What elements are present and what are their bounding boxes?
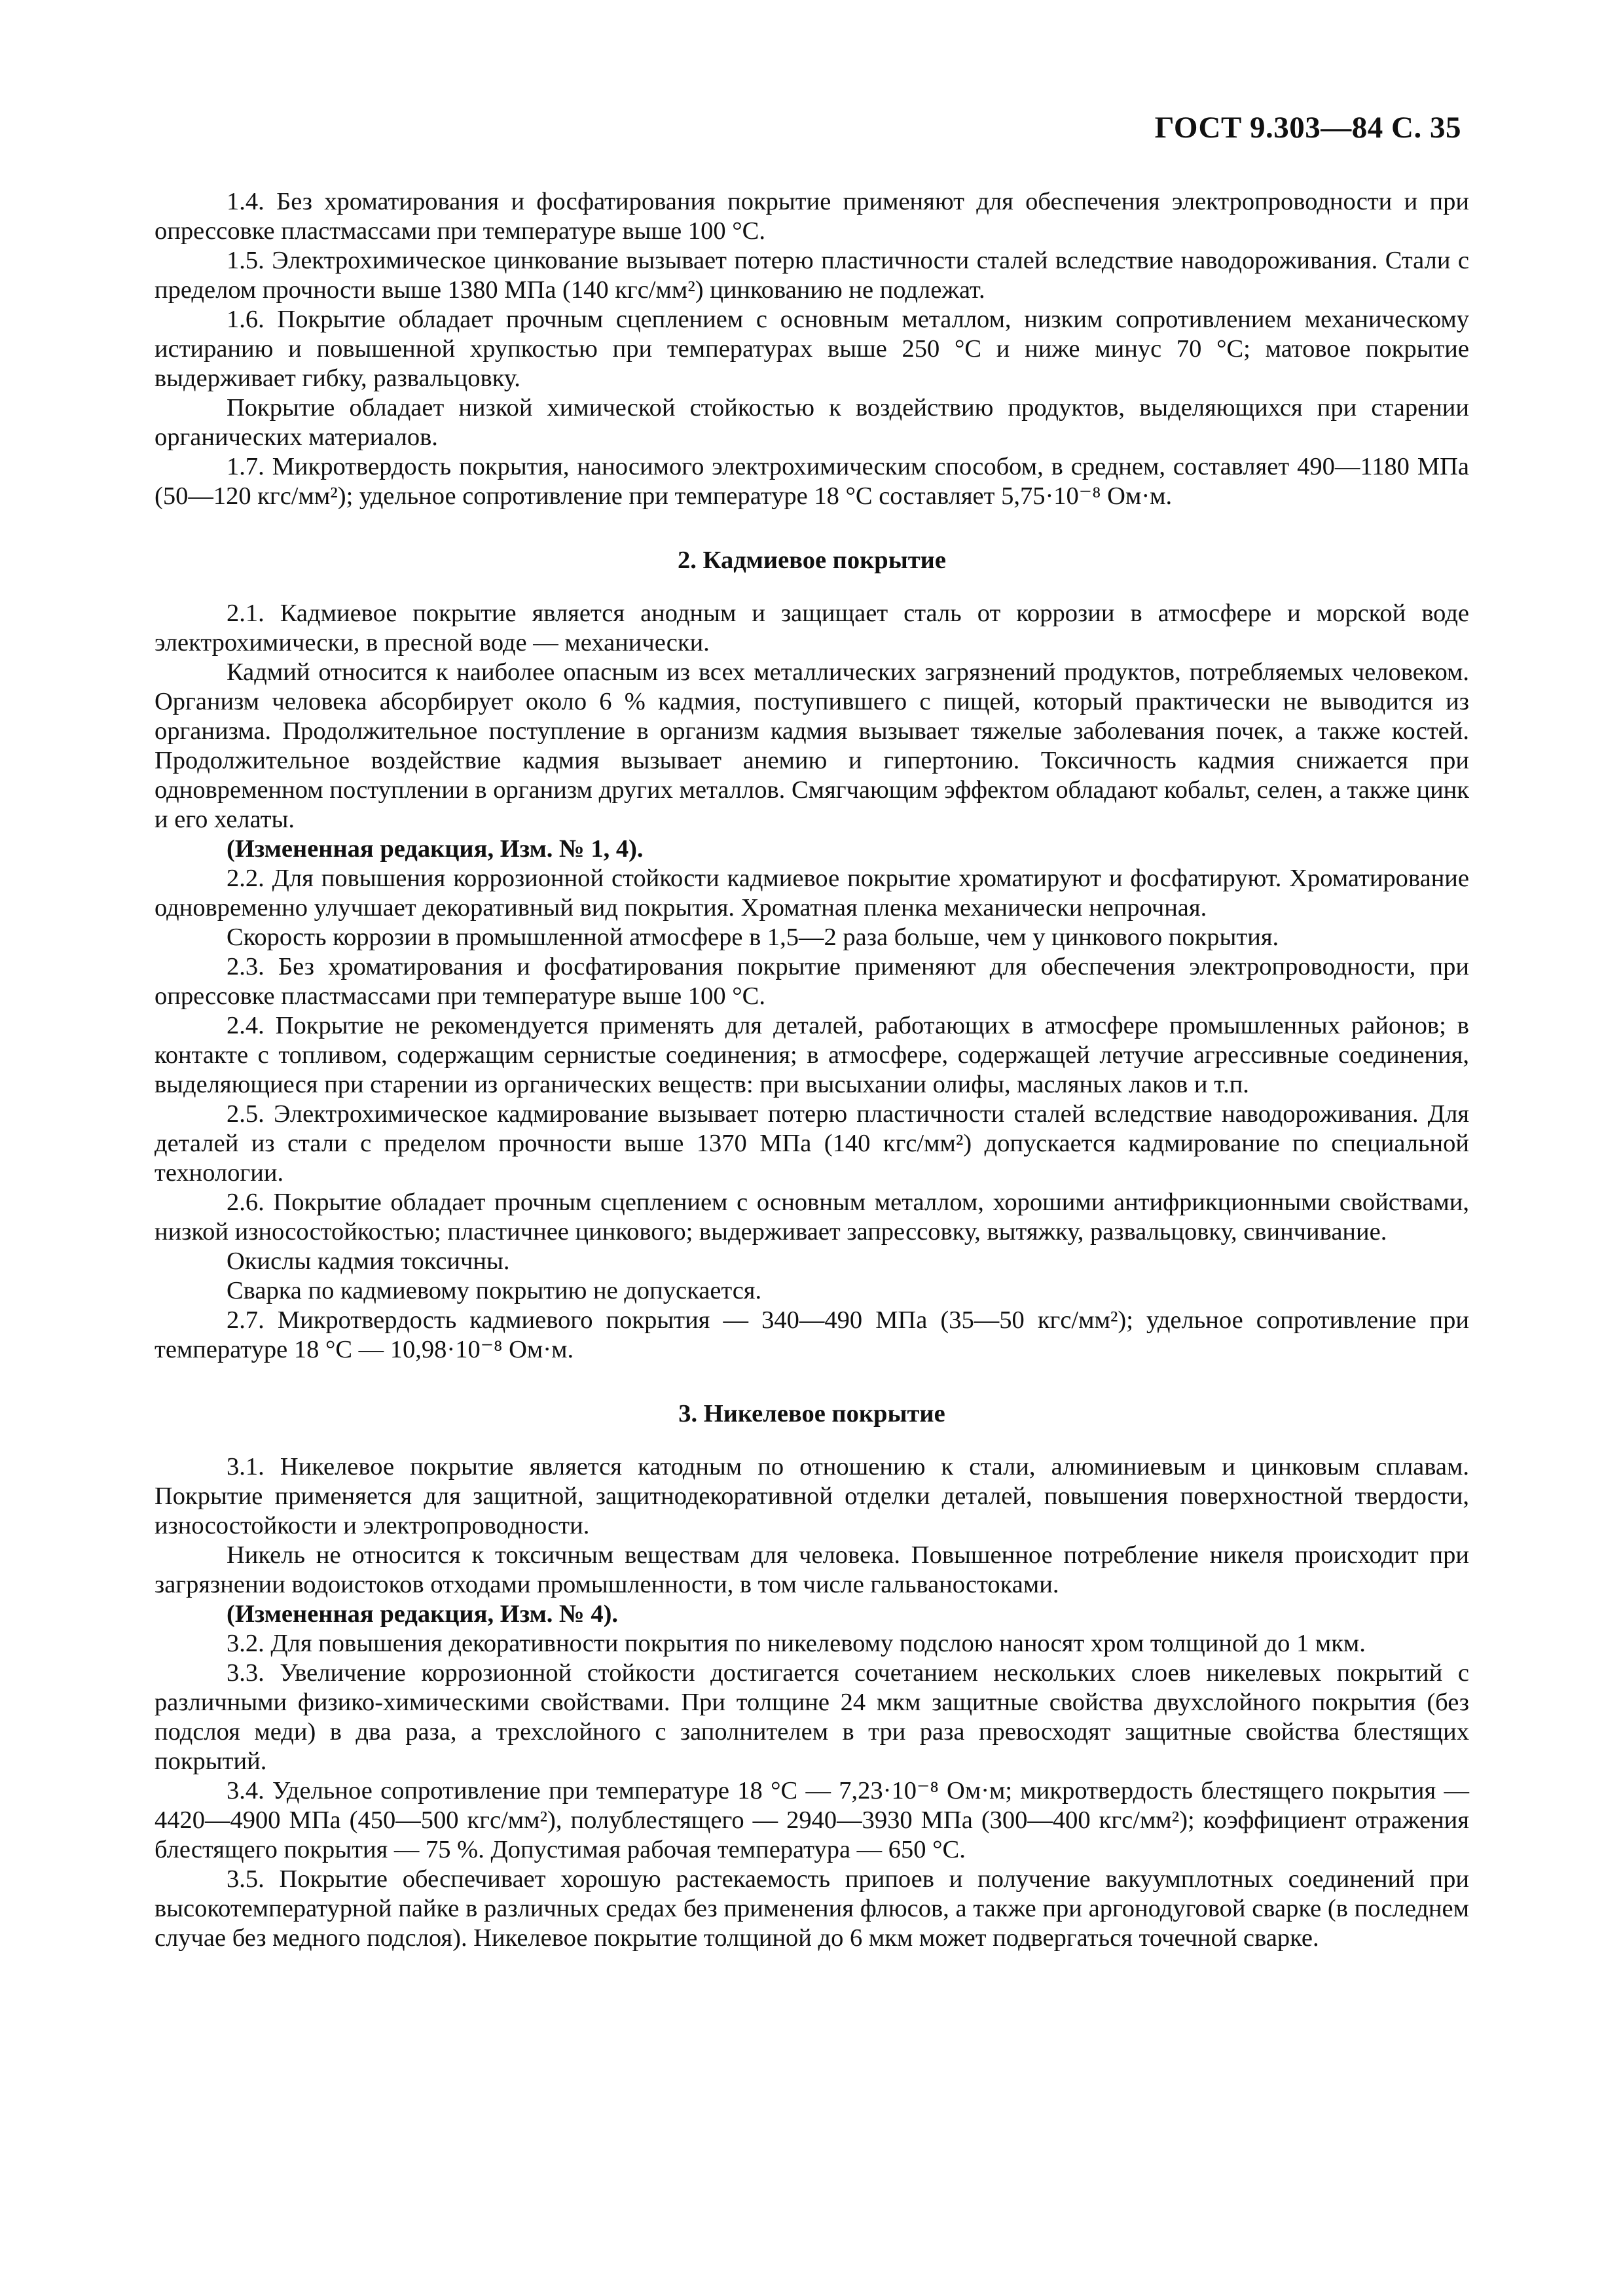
amendment-note: (Измененная редакция, Изм. № 1, 4). [227, 835, 644, 863]
paragraph-2-6-welding: Сварка по кадмиевому покрытию не допускается. [227, 1277, 762, 1304]
paragraph-2-4: 2.4. Покрытие не рекомендуется применять для деталей, работающих в атмосфере промышленных районов; в контакте с топливом, содержащим сернистые соединения; в атмосфере, содержащей летучие агрессивные соединения, выделяющиеся при старении из органических веществ: при высыхании олифы, масляных лаков и т.п. [155, 1012, 1469, 1098]
paragraph-2-5: 2.5. Электрохимическое кадмирование вызывает потерю пластичности сталей вследствие наводороживания. Для деталей из стали с пределом прочности выше 1370 МПа (140 кгс/мм²) допускается кадмирование по специальной технологии. [155, 1100, 1469, 1187]
page-header: ГОСТ 9.303—84 С. 35 [1154, 111, 1461, 145]
paragraph-1-7: 1.7. Микротвердость покрытия, наносимого электрохимическим способом, в среднем, составляет 490—1180 МПа (50—120 кгс/мм²); удельное сопротивление при температуре 18 °С составляет 5,75·10⁻⁸ Ом·м. [155, 453, 1469, 510]
paragraph-2-6: 2.6. Покрытие обладает прочным сцеплением с основным металлом, хорошими антифрикционными свойствами, низкой износостойкостью; пластичнее цинкового; выдерживает запрессовку, вытяжку, развальцовку, свинчивание. [155, 1189, 1469, 1246]
paragraph-2-1: 2.1. Кадмиевое покрытие является анодным и защищает сталь от коррозии в атмосфере и морской воде электрохимически, в пресной воде — механически. [155, 600, 1469, 656]
section-2-heading: 2. Кадмиевое покрытие [678, 547, 946, 574]
paragraph-2-6-oxides: Окислы кадмия токсичны. [227, 1247, 510, 1275]
paragraph-2-2-corrosion: Скорость коррозии в промышленной атмосфере в 1,5—2 раза больше, чем у цинкового покрытия. [227, 924, 1279, 951]
paragraph-2-2: 2.2. Для повышения коррозионной стойкости кадмиевое покрытие хроматируют и фосфатируют. Хроматирование одновременно улучшает декоративный вид покрытия. Хроматная пленка механически непрочная. [155, 865, 1469, 922]
document-body [155, 187, 1469, 1953]
section-3-heading: 3. Никелевое покрытие [678, 1400, 945, 1427]
amendment-note: (Измененная редакция, Изм. № 4). [227, 1600, 619, 1628]
paragraph-1-6-note: Покрытие обладает низкой химической стойкостью к воздействию продуктов, выделяющихся при старении органических материалов. [155, 394, 1469, 451]
paragraph-3-5: 3.5. Покрытие обеспечивает хорошую растекаемость припоев и получение вакуумплотных соединений при высокотемпературной пайке в различных средах без применения флюсов, а также при аргонодуговой сварке (в последнем случае без медного подслоя). Никелевое покрытие толщиной до 6 мкм может подвергаться точечной сварке. [155, 1865, 1469, 1952]
paragraph-2-3: 2.3. Без хроматирования и фосфатирования покрытие применяют для обеспечения электропроводности, при опрессовке пластмассами при температуре выше 100 °С. [155, 953, 1469, 1010]
paragraph-1-5: 1.5. Электрохимическое цинкование вызывает потерю пластичности сталей вследствие наводороживания. Стали с пределом прочности выше 1380 МПа (140 кгс/мм²) цинкованию не подлежат. [155, 247, 1469, 304]
paragraph-2-1-cadmium: Кадмий относится к наиболее опасным из всех металлических загрязнений продуктов, потребляемых человеком. Организм человека абсорбирует около 6 % кадмия, поступившего с пищей, который практически не выводится из организма. Продолжительное поступление в организм кадмия вызывает тяжелые заболевания почек, а также костей. Продолжительное воздействие кадмия вызывает анемию и гипертонию. Токсичность кадмия снижается при одновременном поступлении в организм других металлов. Смягчающим эффектом обладают кобальт, селен, а также цинк и его хелаты. [155, 658, 1469, 833]
paragraph-1-4: 1.4. Без хроматирования и фосфатирования покрытие применяют для обеспечения электропроводности и при опрессовке пластмассами при температуре выше 100 °С. [155, 188, 1469, 245]
paragraph-2-7: 2.7. Микротвердость кадмиевого покрытия — 340—490 МПа (35—50 кгс/мм²); удельное сопротивление при температуре 18 °С — 10,98·10⁻⁸ Ом·м. [155, 1306, 1469, 1363]
paragraph-3-1: 3.1. Никелевое покрытие является катодным по отношению к стали, алюминиевым и цинковым сплавам. Покрытие применяется для защитной, защитнодекоративной отделки деталей, повышения поверхностной твердости, износостойкости и электропроводности. [155, 1453, 1469, 1539]
paragraph-3-1-nickel: Никель не относится к токсичным веществам для человека. Повышенное потребление никеля происходит при загрязнении водоистоков отходами промышленности, в том числе гальваностоками. [155, 1541, 1469, 1598]
paragraph-3-2: 3.2. Для повышения декоративности покрытия по никелевому подслою наносят хром толщиной до 1 мкм. [227, 1630, 1366, 1657]
paragraph-3-4: 3.4. Удельное сопротивление при температуре 18 °С — 7,23·10⁻⁸ Ом·м; микротвердость блестящего покрытия — 4420—4900 МПа (450—500 кгс/мм²), полублестящего — 2940—3930 МПа (300—400 кгс/мм²); коэффициент отражения блестящего покрытия — 75 %. Допустимая рабочая температура — 650 °С. [155, 1777, 1469, 1863]
paragraph-3-3: 3.3. Увеличение коррозионной стойкости достигается сочетанием нескольких слоев никелевых покрытий с различными физико-химическими свойствами. При толщине 24 мкм защитные свойства двухслойного покрытия (без подслоя меди) в два раза, а трехслойного с заполнителем в три раза превосходят защитные свойства блестящих покрытий. [155, 1659, 1469, 1775]
paragraph-1-6: 1.6. Покрытие обладает прочным сцеплением с основным металлом, низким сопротивлением механическому истиранию и повышенной хрупкостью при температурах выше 250 °С и ниже минус 70 °С; матовое покрытие выдерживает гибку, развальцовку. [155, 306, 1469, 392]
